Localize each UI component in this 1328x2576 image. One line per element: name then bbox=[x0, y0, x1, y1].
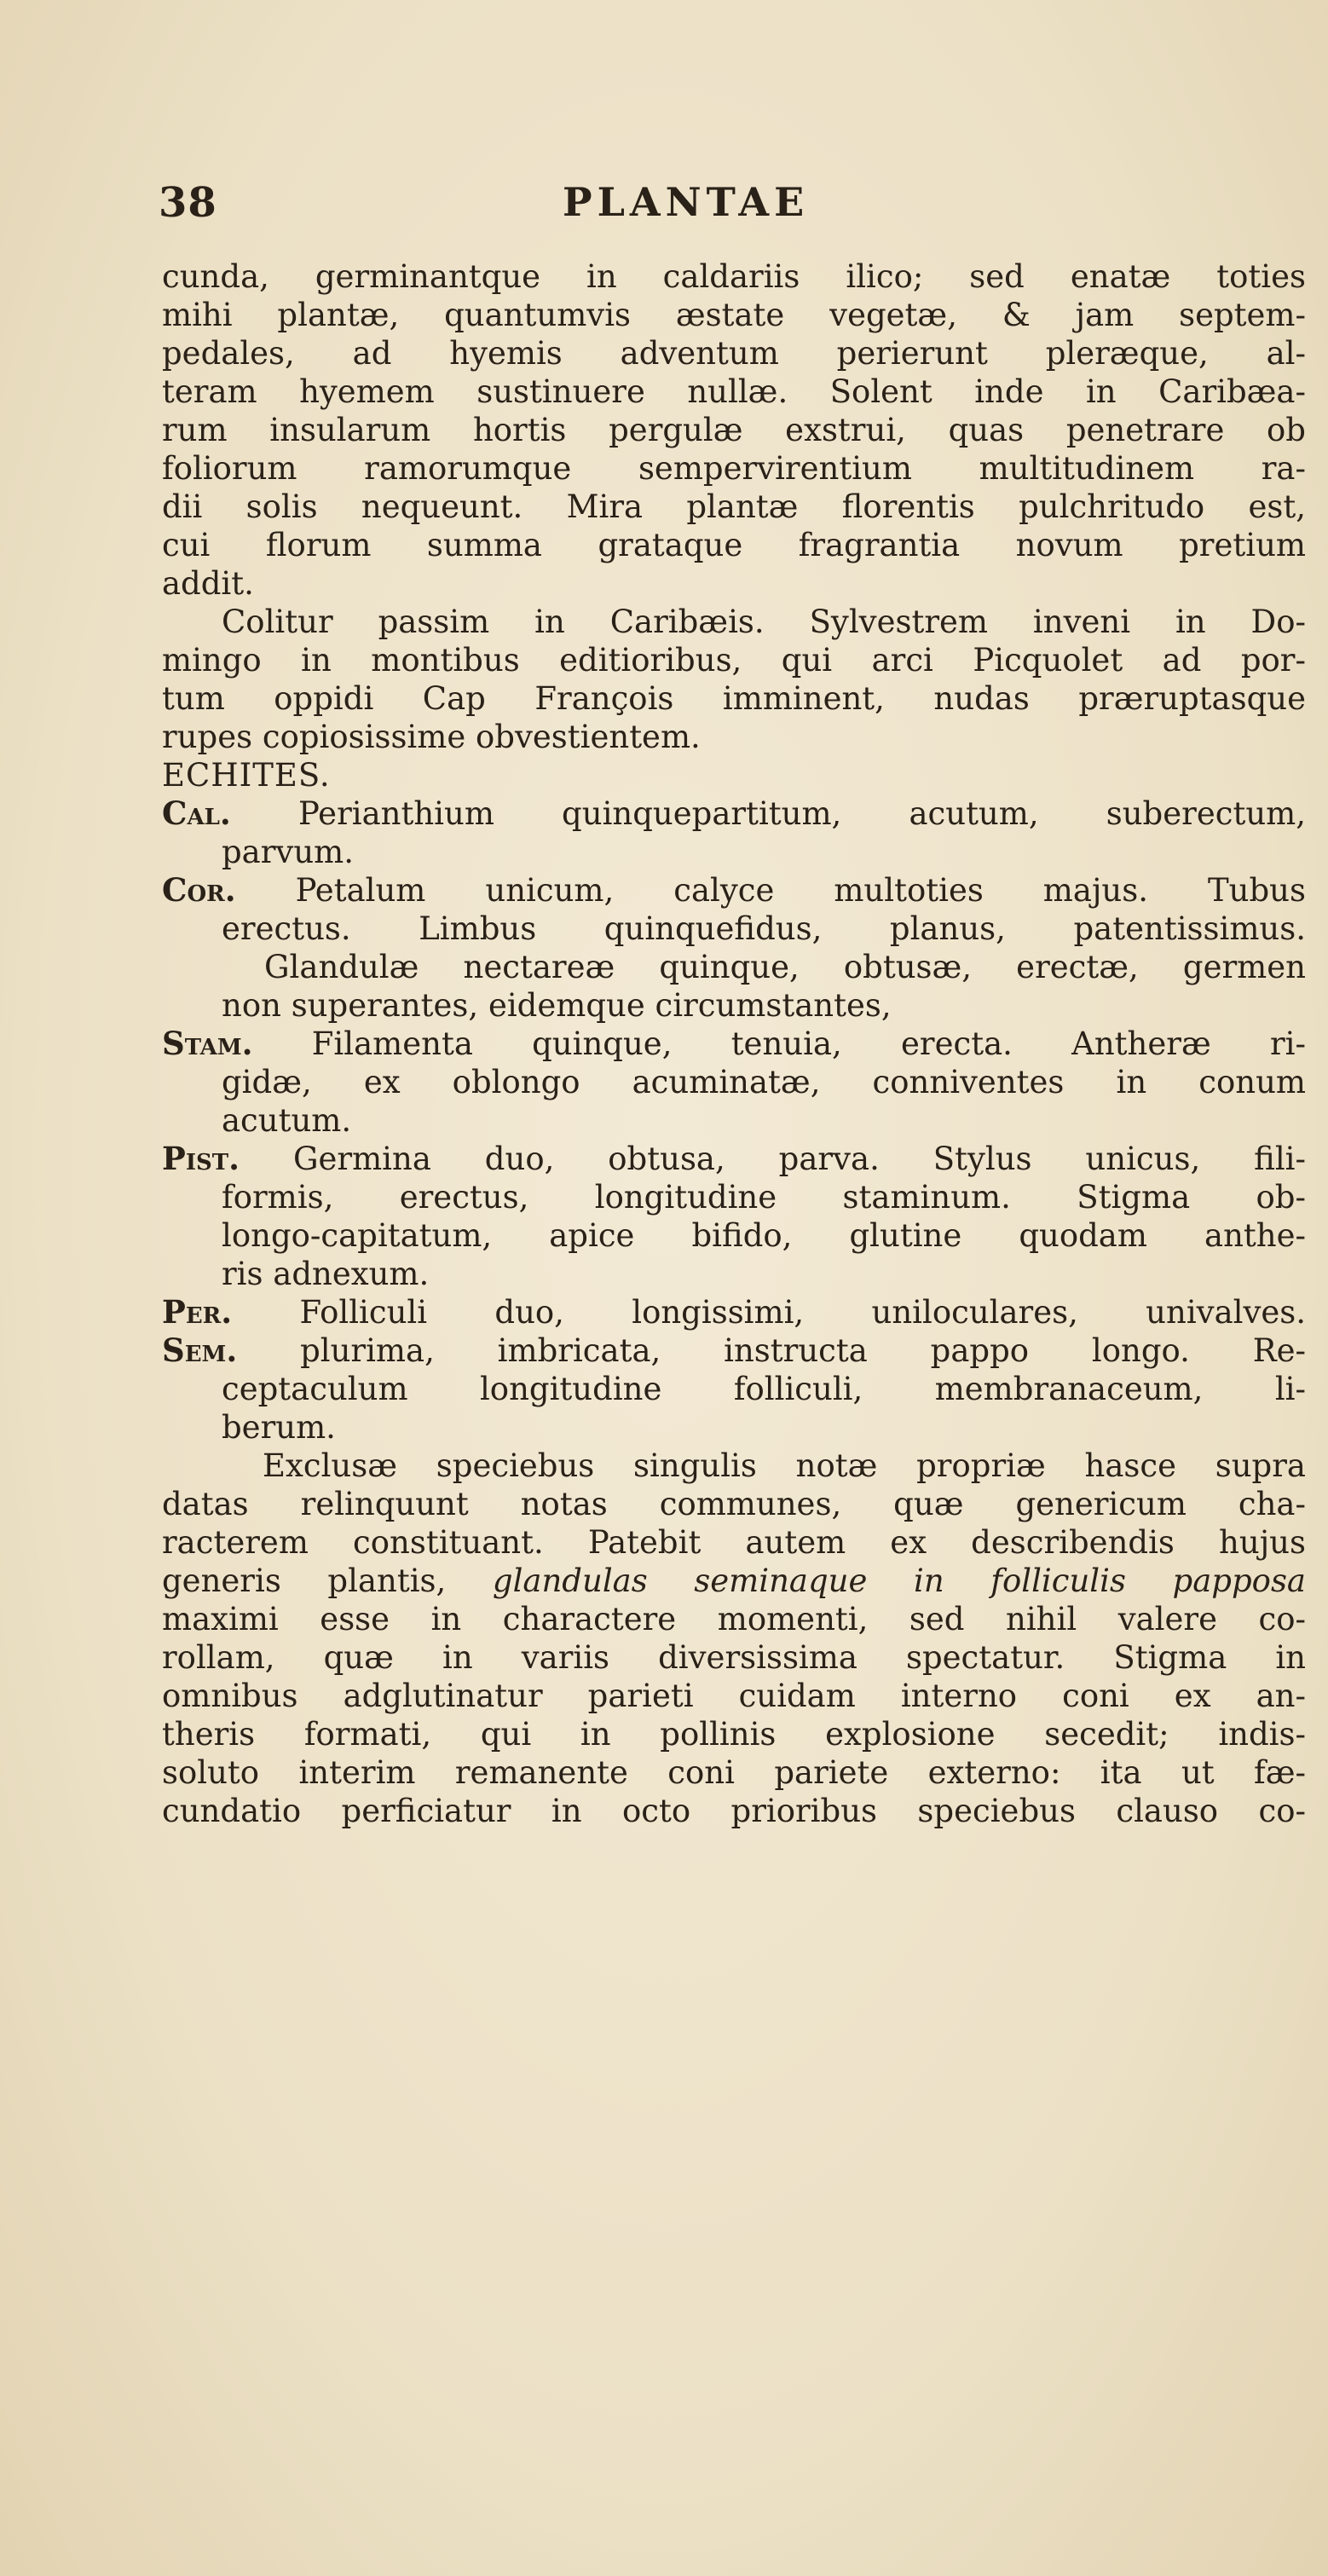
text-line: Perianthium quinquepartitum, acutum, suberectum, bbox=[297, 795, 1306, 832]
text-line: theris formati, qui in pollinis explosione secedit; indis- bbox=[162, 1716, 1306, 1753]
section-label: Per. bbox=[162, 1293, 233, 1331]
text-line: ceptaculum longitudine folliculi, membranaceum, li- bbox=[222, 1371, 1306, 1407]
text-line: Filamenta quinque, tenuia, erecta. Antheræ ri- bbox=[311, 1025, 1306, 1062]
text-line: pedales, ad hyemis adventum perierunt pleræque, al- bbox=[162, 335, 1306, 372]
text-line: maximi esse in charactere momenti, sed nihil valere co- bbox=[162, 1601, 1306, 1637]
genus-heading: ECHITES. bbox=[162, 757, 331, 794]
page-header bbox=[159, 179, 1326, 239]
section-label: Stam. bbox=[162, 1025, 253, 1062]
text-line: tum oppidi Cap François imminent, nudas præruptasque bbox=[162, 680, 1306, 717]
italic-phrase: glandulas seminaque in folliculis papposa bbox=[492, 1562, 1306, 1599]
section-label: Pist. bbox=[162, 1140, 240, 1177]
text-line: foliorum ramorumque sempervirentium multitudinem ra- bbox=[162, 450, 1306, 487]
character-pericarp bbox=[162, 1293, 1306, 1331]
text-line: ris adnexum. bbox=[222, 1256, 430, 1292]
text-line: plurima, imbricata, instructa pappo longo. Re- bbox=[300, 1332, 1306, 1369]
character-calyx bbox=[162, 794, 1306, 833]
character-corolla bbox=[162, 871, 1306, 910]
text-line: cundatio perficiatur in octo prioribus speciebus clauso co- bbox=[162, 1793, 1306, 1829]
text-line: datas relinquunt notas communes, quæ genericum cha- bbox=[162, 1486, 1306, 1522]
text-line: non superantes, eidemque circumstantes, bbox=[222, 987, 892, 1024]
section-label: Cal. bbox=[162, 794, 231, 832]
text-line: acutum. bbox=[222, 1102, 352, 1139]
text-line: Folliculi duo, longissimi, uniloculares, univalves. bbox=[299, 1294, 1306, 1331]
body-text bbox=[162, 257, 1306, 1830]
text-line: soluto interim remanente coni pariete externo: ita ut fæ- bbox=[162, 1754, 1306, 1791]
text-line: omnibus adglutinatur parieti cuidam interno coni ex an- bbox=[162, 1678, 1306, 1714]
text-line: mingo in montibus editioribus, qui arci Picquolet ad por- bbox=[162, 642, 1306, 679]
character-stamens bbox=[162, 1025, 1306, 1063]
text-line: berum. bbox=[222, 1409, 336, 1446]
character-seeds bbox=[162, 1331, 1306, 1370]
text-line: Glandulæ nectareæ quinque, obtusæ, erectæ, germen bbox=[264, 949, 1306, 985]
text-line: gidæ, ex oblongo acuminatæ, conniventes in conum bbox=[222, 1064, 1306, 1100]
section-label: Cor. bbox=[162, 871, 236, 909]
paragraph-start: Colitur passim in Caribæis. Sylvestrem inveni in Do- bbox=[222, 604, 1306, 640]
text-fragment: generis plantis, bbox=[162, 1562, 447, 1599]
text-line: parvum. bbox=[222, 834, 355, 870]
text-line: racterem constituant. Patebit autem ex describendis hujus bbox=[162, 1524, 1306, 1561]
text-line: rupes copiosissime obvestientem. bbox=[162, 719, 701, 755]
text-line: cui florum summa grataque fragrantia novum pretium bbox=[162, 527, 1306, 563]
running-head: PLANTAE bbox=[563, 179, 810, 225]
text-line: erectus. Limbus quinquefidus, planus, patentissimus. bbox=[222, 910, 1306, 947]
text-line: rum insularum hortis pergulæ exstrui, quas penetrare ob bbox=[162, 412, 1306, 448]
text-line: addit. bbox=[162, 565, 254, 602]
text-line: Germina duo, obtusa, parva. Stylus unicus, fili- bbox=[292, 1141, 1306, 1177]
section-label: Sem. bbox=[162, 1331, 238, 1369]
text-line: cunda, germinantque in caldariis ilico; sed enatæ toties bbox=[162, 258, 1306, 295]
text-line: teram hyemem sustinuere nullæ. Solent inde in Caribæa- bbox=[162, 373, 1306, 410]
page-number: 38 bbox=[159, 179, 217, 227]
text-line bbox=[162, 1562, 1306, 1600]
paragraph-start: Exclusæ speciebus singulis notæ propriæ hasce supra bbox=[263, 1447, 1306, 1484]
text-line: mihi plantæ, quantumvis æstate vegetæ, & jam septem- bbox=[162, 297, 1306, 333]
text-line: formis, erectus, longitudine staminum. Stigma ob- bbox=[222, 1179, 1306, 1216]
text-line: rollam, quæ in variis diversissima spectatur. Stigma in bbox=[162, 1639, 1306, 1676]
character-pistil bbox=[162, 1140, 1306, 1178]
text-line: dii solis nequeunt. Mira plantæ florentis pulchritudo est, bbox=[162, 488, 1306, 525]
text-line: Petalum unicum, calyce multoties majus. Tubus bbox=[295, 872, 1306, 909]
text-line: longo-capitatum, apice bifido, glutine quodam anthe- bbox=[222, 1217, 1306, 1254]
